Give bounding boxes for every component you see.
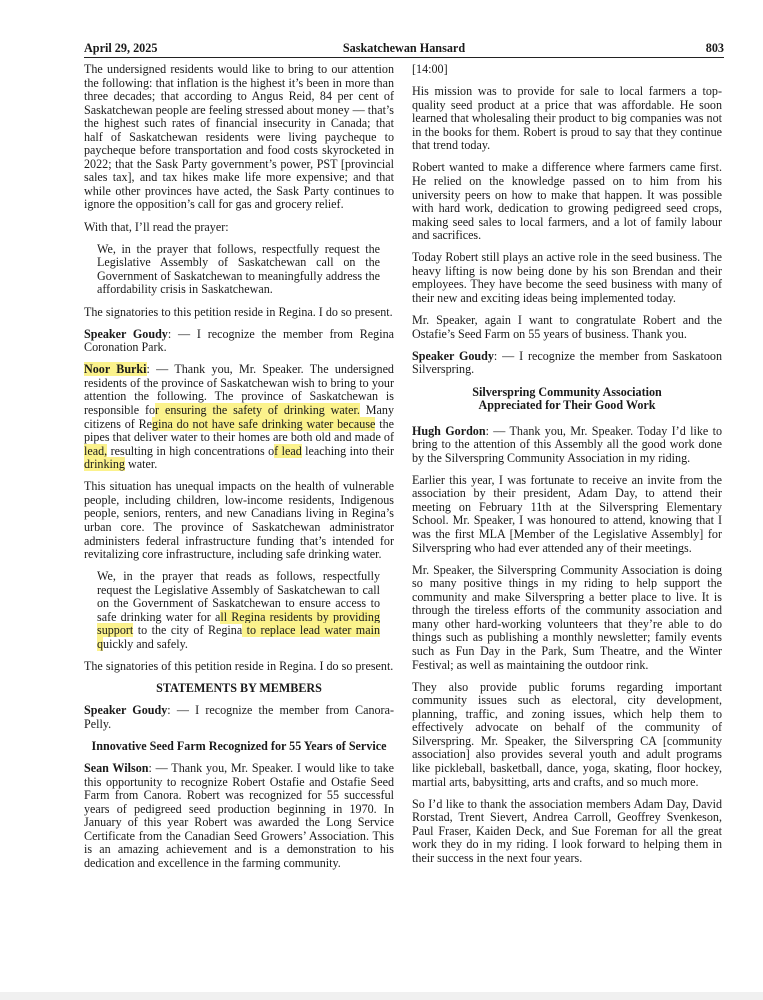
bottom-edge xyxy=(0,992,763,1000)
statement-text: resulting in high concentrations o xyxy=(107,443,275,458)
statement-text: leaching into their xyxy=(301,443,394,458)
publication-title: Saskatchewan Hansard xyxy=(342,41,466,55)
running-header xyxy=(84,40,724,56)
highlighted-text: gina do not have safe drinking water because xyxy=(152,416,376,431)
petition-paragraph: This situation has unequal impacts on the health of vulnerable people, including children, low-income residents, Indigenous people, seniors, renters, and new Canadians living in Regina’s urban core. The province of Saskatchewan administrator administers federal infrastructure funding that’s intended for revitalizing core infrastructure, including safe drinking water. xyxy=(84,479,394,562)
statement-paragraph: Mr. Speaker, again I want to congratulate Robert and the Ostafie’s Seed Farm on 55 years of business. Thank you. xyxy=(412,313,722,341)
member-name: Hugh Gordon xyxy=(412,423,486,438)
right-column xyxy=(412,63,722,874)
statement-text: water. xyxy=(124,457,158,472)
timestamp: [14:00] xyxy=(412,62,448,76)
member-statement xyxy=(84,363,394,471)
speaker-name: Speaker Goudy xyxy=(412,348,494,363)
highlighted-text: drinking xyxy=(84,457,125,472)
speaker-text: : — I recognize the member from Canora-Pelly. xyxy=(84,703,394,731)
prayer-quote xyxy=(97,570,380,651)
member-name: Noor Burki xyxy=(84,362,147,377)
member-statement xyxy=(84,762,394,870)
prayer-quote: We, in the prayer that follows, respectfully request the Legislative Assembly of Saskatchewan call on the Government of Saskatchewan to meaningfully address the affordability crisis in Saskatchewan. xyxy=(97,241,380,297)
petition-paragraph: The undersigned residents would like to bring to our attention the following: that inflation is the highest it’s been in more than three decades; that according to Angus Reid, 84 per cent of Saskatchewan people are feeling stressed about money — that’s the highest such rates of financial insecurity in Canada; that half of Saskatchewan residents were living paycheque to paycheque before transportation and food costs skyrocketed in 2022; that the Sask Party government’s power, PST [provincial sales tax], and tax hikes make life more expensive; and that while other provinces have acted, the Sask Party continues to ignore the opposition’s call for gas and grocery relief. xyxy=(84,62,394,212)
member-name: Sean Wilson xyxy=(84,761,149,776)
header-rule xyxy=(84,57,724,58)
statement-title-line: Appreciated for Their Good Work xyxy=(478,398,656,413)
prayer-text: We, in the prayer that reads as follows, respectfully request the Legislative Assembly of Saskatchewan to call on the Government of Saskatchewan to ensure access to safe drinking water for a xyxy=(97,569,380,624)
statement-paragraph: His mission was to provide for sale to local farmers a top-quality seed product at a price that was affordable. He soon learned that wholesaling their product to big companies was not in the books for them. Robert is proud to say that they continue that trend today. xyxy=(412,84,722,153)
statement-title-line: Silverspring Community Association xyxy=(472,384,662,399)
petition-closing: The signatories to this petition reside in Regina. I do so present. xyxy=(84,304,393,319)
page-number: 803 xyxy=(705,41,724,55)
highlighted-text: r ensuring the safety of drinking water. xyxy=(155,403,360,417)
highlighted-text: lead, xyxy=(84,443,108,458)
speaker-recognition xyxy=(412,350,722,377)
statement-paragraph: Earlier this year, I was fortunate to receive an invite from the association by their president, Adam Day, to attend their meeting on February 11th at the Silverspring Elementary School. Mr. Speaker, I was honoured to attend, knowing that I was the first MLA [Member of the Legislative Assembly] for Silverspring who had ever attended any of their meetings. xyxy=(412,472,722,555)
statement-text: Many citizens of Re xyxy=(84,403,394,431)
prayer-text: uickly and safely. xyxy=(103,636,188,651)
highlighted-text: f lead xyxy=(274,443,302,458)
statement-paragraph: Today Robert still plays an active role in the seed business. The heavy lifting is now being done by his son Brendan and their employees. They have become the seed business with many of their new and exciting ideas being implemented today. xyxy=(412,250,722,305)
statement-text: : — Thank you, Mr. Speaker. I would like to take this opportunity to recognize Robert Ostafie and Ostafie Seed Farm from Canora. Robert was recognized for 55 successful years of pedigreed seed production beginning in 1970. In January of this year Robert was awarded the Long Service Certificate from the Canadian Seed Growers’ Association. This is an amazing achievement and is a demonstration to his dedication and excellence in the farming community. xyxy=(84,761,395,871)
statement-text: the pipes that deliver water to their homes are both old and made of xyxy=(84,416,394,445)
prayer-text: to the city of Regina xyxy=(133,623,243,638)
speaker-recognition xyxy=(84,704,394,731)
header-date: April 29, 2025 xyxy=(84,41,158,55)
statement-text: : — Thank you, Mr. Speaker. The undersigned residents of the province of Saskatchewan wish to bring to your attention the following. The province of Saskatchewan is responsible fo xyxy=(84,362,394,417)
left-column xyxy=(84,63,394,879)
speaker-name: Speaker Goudy xyxy=(84,703,168,718)
highlighted-text: to replace lead water main q xyxy=(97,623,380,651)
prayer-intro: With that, I’ll read the prayer: xyxy=(84,219,229,234)
speaker-name: Speaker Goudy xyxy=(84,326,168,341)
statement-paragraph: So I’d like to thank the association members Adam Day, David Rorstad, Trent Sievert, Andrea Carroll, Geoffrey Svenkeson, Paul Fraser, Kaiden Deck, and Sue Foreman for all the great work they do in my riding. I look forward to helping them in their success in the next four years. xyxy=(412,796,722,865)
statement-title: Innovative Seed Farm Recognized for 55 Years of Service xyxy=(91,739,387,754)
statement-text: : — Thank you, Mr. Speaker. Today I’d like to bring to the attention of this Assembly all the good work done by the Silverspring Community Association in my riding. xyxy=(412,423,722,465)
section-heading: STATEMENTS BY MEMBERS xyxy=(156,681,322,696)
speaker-text: : — I recognize the member from Regina Coronation Park. xyxy=(84,326,394,355)
statement-paragraph: Robert wanted to make a difference where farmers came first. He relied on the knowledge passed on to him from his university peers on how to make that happen. It was possible with hard work, dedication to growing pedigreed seed crops, making seed sales to local farmers, and a lot of family labour and sacrifices. xyxy=(412,160,722,243)
highlighted-text: ll Regina residents by providing support xyxy=(97,609,380,638)
statement-paragraph: Mr. Speaker, the Silverspring Community Association is doing so many positive things in my riding to help support the community and make Silverspring a better place to live. It is through the tireless efforts of the community association and many other hard-working volunteers that they’re able to do things such as publishing a monthly newsletter; family events such as Fun Day in the Park, Sum Theatre, and the Winter Festival; as well as maintaining the outdoor rink. xyxy=(412,562,722,672)
petition-closing: The signatories of this petition reside in Regina. I do so present. xyxy=(84,659,394,674)
statement-paragraph: They also provide public forums regarding important community issues such as electoral, city development, planning, traffic, and zoning issues, which help them to effectively advocate on behalf of the community of Silverspring. Mr. Speaker, the Silverspring CA [community association] also provides several youth and adult programs like pickleball, basketball, dance, yoga, skating, floor hockey, martial arts, babysitting, arts and crafts, and so much more. xyxy=(412,679,722,789)
member-statement xyxy=(412,425,722,466)
speaker-text: : — I recognize the member from Saskatoon Silverspring. xyxy=(412,348,722,377)
speaker-recognition xyxy=(84,328,394,355)
statement-title xyxy=(412,386,722,413)
